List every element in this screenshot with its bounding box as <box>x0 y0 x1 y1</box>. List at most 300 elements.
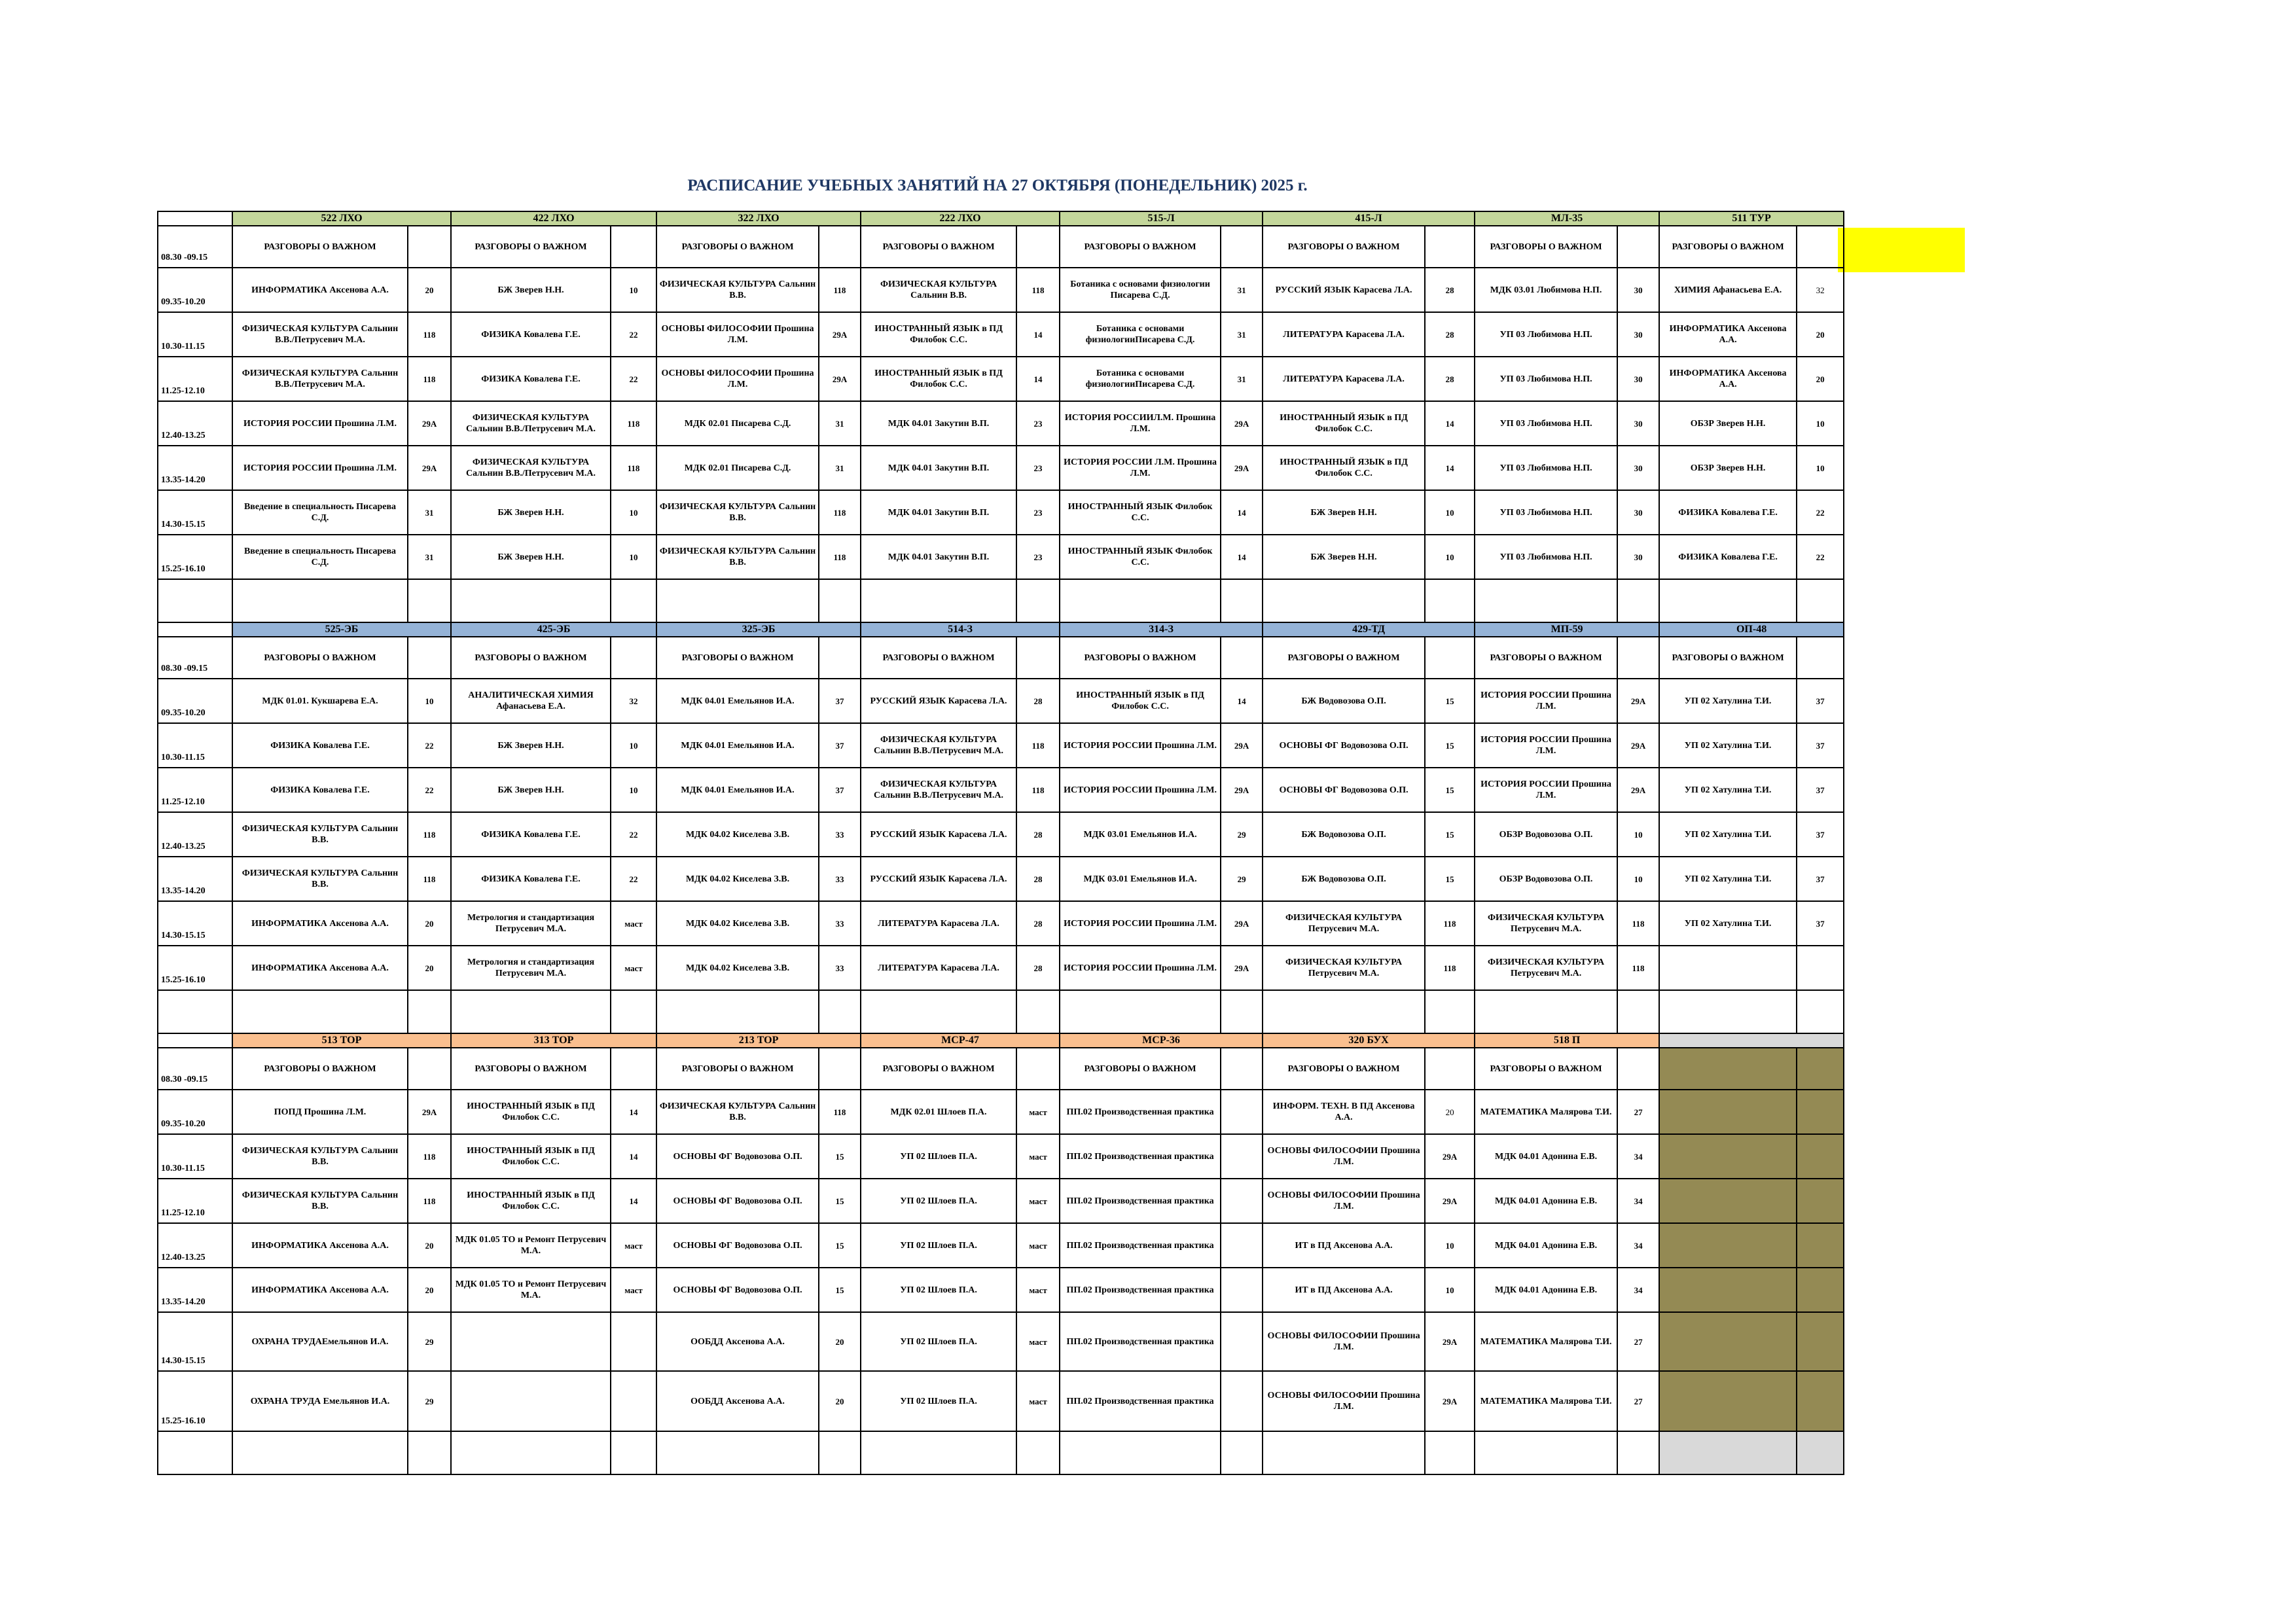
subject-cell: ИСТОРИЯ РОССИИ Прошина Л.М. <box>1060 723 1221 768</box>
subject-cell <box>1659 1223 1797 1268</box>
subject-cell: ФИЗИКА Ковалева Г.Е. <box>451 857 611 901</box>
subject-cell: ИНОСТРАННЫЙ ЯЗЫК в ПД Филобок С.С. <box>1263 401 1425 446</box>
room-cell: 15 <box>819 1223 861 1268</box>
spacer-cell <box>1221 579 1263 622</box>
group-name: 415-Л <box>1263 211 1475 226</box>
room-cell: 30 <box>1617 357 1659 401</box>
subject-cell: ИТ в ПД Аксенова А.А. <box>1263 1268 1425 1312</box>
room-cell <box>1221 637 1263 679</box>
subject-cell: АНАЛИТИЧЕСКАЯ ХИМИЯ Афанасьева Е.А. <box>451 679 611 723</box>
room-cell: 10 <box>611 768 656 812</box>
room-cell: 29 <box>408 1371 451 1431</box>
group-name: МЛ-35 <box>1475 211 1659 226</box>
subject-cell: ОБЗР Зверев Н.Н. <box>1659 446 1797 490</box>
subject-cell: РАЗГОВОРЫ О ВАЖНОМ <box>861 226 1016 268</box>
room-cell: 29А <box>819 357 861 401</box>
subject-cell: ИСТОРИЯ РОССИИ Прошина Л.М. <box>232 446 408 490</box>
room-cell: 118 <box>1617 901 1659 946</box>
subject-cell: ИНОСТРАННЫЙ ЯЗЫК Филобок С.С. <box>1060 535 1221 579</box>
room-cell: 32 <box>611 679 656 723</box>
subject-cell: ИНФОРМАТИКА Аксенова А.А. <box>1659 357 1797 401</box>
room-cell: 118 <box>819 1090 861 1134</box>
spacer-cell <box>1425 990 1475 1033</box>
room-cell: 20 <box>1797 312 1844 357</box>
spacer-cell <box>1016 1431 1060 1474</box>
subject-cell: УП 02 Хатулина Т.И. <box>1659 679 1797 723</box>
room-cell: 10 <box>408 679 451 723</box>
room-cell: 20 <box>408 268 451 312</box>
subject-cell: ФИЗИЧЕСКАЯ КУЛЬТУРА Сальнин В.В. <box>232 1179 408 1223</box>
time-slot: 14.30-15.15 <box>158 490 232 535</box>
subject-cell: ИНФОРМАТИКА Аксенова А.А. <box>232 1268 408 1312</box>
spacer-cell <box>1425 1431 1475 1474</box>
room-cell: 29А <box>1425 1312 1475 1371</box>
room-cell: 37 <box>819 723 861 768</box>
group-name: ОП-48 <box>1659 622 1844 637</box>
subject-cell: БЖ Зверев Н.Н. <box>451 535 611 579</box>
subject-cell: ОСНОВЫ ФИЛОСОФИИ Прошина Л.М. <box>656 312 819 357</box>
subject-cell: ИСТОРИЯ РОССИИ Прошина Л.М. <box>1060 901 1221 946</box>
lesson-row <box>158 1134 1844 1179</box>
subject-cell: ПП.02 Производственная практика <box>1060 1312 1221 1371</box>
header-corner <box>158 211 232 226</box>
subject-cell: Метрология и стандартизация Петрусевич М.А. <box>451 901 611 946</box>
room-cell: 20 <box>819 1371 861 1431</box>
group-name: 322 ЛХО <box>656 211 861 226</box>
lesson-row <box>158 1268 1844 1312</box>
subject-cell: ФИЗИЧЕСКАЯ КУЛЬТУРА Сальнин В.В. <box>232 1134 408 1179</box>
room-cell: 27 <box>1617 1090 1659 1134</box>
room-cell: 29А <box>1221 768 1263 812</box>
room-cell: 29А <box>1617 723 1659 768</box>
subject-cell: ИНОСТРАННЫЙ ЯЗЫК в ПД Филобок С.С. <box>1263 446 1425 490</box>
room-cell: 118 <box>611 446 656 490</box>
room-cell: маст <box>611 946 656 990</box>
spacer-cell <box>1263 579 1425 622</box>
subject-cell: ФИЗИКА Ковалева Г.Е. <box>232 723 408 768</box>
room-cell: 37 <box>819 679 861 723</box>
subject-cell: РАЗГОВОРЫ О ВАЖНОМ <box>656 1048 819 1090</box>
room-cell <box>611 1371 656 1431</box>
subject-cell: ИНОСТРАННЫЙ ЯЗЫК в ПД Филобок С.С. <box>451 1134 611 1179</box>
subject-cell: РУССКИЙ ЯЗЫК Карасева Л.А. <box>861 857 1016 901</box>
header-corner <box>158 622 232 637</box>
room-cell: 118 <box>1016 723 1060 768</box>
room-cell: 22 <box>1797 535 1844 579</box>
subject-cell: МДК 04.01 Емельянов И.А. <box>656 723 819 768</box>
group-name: 515-Л <box>1060 211 1263 226</box>
spacer-row <box>158 579 1844 622</box>
subject-cell: ОСНОВЫ ФГ Водовозова О.П. <box>656 1134 819 1179</box>
room-cell: 10 <box>1797 446 1844 490</box>
subject-cell: УП 02 Шлоев П.А. <box>861 1371 1016 1431</box>
subject-cell: МДК 02.01 Писарева С.Д. <box>656 401 819 446</box>
group-header-row <box>158 1033 1844 1048</box>
subject-cell: ПП.02 Производственная практика <box>1060 1090 1221 1134</box>
time-slot: 13.35-14.20 <box>158 857 232 901</box>
room-cell: 118 <box>1016 268 1060 312</box>
subject-cell: ФИЗИКА Ковалева Г.Е. <box>451 357 611 401</box>
subject-cell: РАЗГОВОРЫ О ВАЖНОМ <box>451 226 611 268</box>
subject-cell: МДК 04.01 Адонина Е.В. <box>1475 1268 1617 1312</box>
room-cell: маст <box>1016 1090 1060 1134</box>
room-cell <box>1797 1371 1844 1431</box>
subject-cell: УП 02 Шлоев П.А. <box>861 1179 1016 1223</box>
spacer-cell <box>1659 579 1797 622</box>
room-cell: 20 <box>408 946 451 990</box>
room-cell: 29А <box>819 312 861 357</box>
subject-cell: ИНОСТРАННЫЙ ЯЗЫК в ПД Филобок С.С. <box>861 312 1016 357</box>
spacer-cell <box>1617 1431 1659 1474</box>
room-cell: 118 <box>611 401 656 446</box>
subject-cell: УП 02 Хатулина Т.И. <box>1659 812 1797 857</box>
subject-cell: ОСНОВЫ ФГ Водовозова О.П. <box>656 1179 819 1223</box>
subject-cell: ООБДД Аксенова А.А. <box>656 1371 819 1431</box>
subject-cell: РАЗГОВОРЫ О ВАЖНОМ <box>1659 226 1797 268</box>
room-cell: 118 <box>819 268 861 312</box>
header-corner <box>158 1033 232 1048</box>
time-slot: 15.25-16.10 <box>158 535 232 579</box>
room-cell: 118 <box>408 357 451 401</box>
subject-cell: ФИЗИЧЕСКАЯ КУЛЬТУРА Сальнин В.В. <box>861 268 1016 312</box>
subject-cell: МАТЕМАТИКА Малярова Т.И. <box>1475 1090 1617 1134</box>
room-cell <box>1797 1268 1844 1312</box>
subject-cell: РУССКИЙ ЯЗЫК Карасева Л.А. <box>861 812 1016 857</box>
subject-cell: МДК 04.01 Адонина Е.В. <box>1475 1223 1617 1268</box>
subject-cell: УП 03 Любимова Н.П. <box>1475 446 1617 490</box>
subject-cell: ИНОСТРАННЫЙ ЯЗЫК Филобок С.С. <box>1060 490 1221 535</box>
subject-cell: ОСНОВЫ ФГ Водовозова О.П. <box>656 1223 819 1268</box>
spacer-cell <box>1263 990 1425 1033</box>
spacer-cell <box>451 579 611 622</box>
room-cell: 28 <box>1016 901 1060 946</box>
spacer-cell <box>861 579 1016 622</box>
room-cell: маст <box>611 1223 656 1268</box>
subject-cell: УП 02 Шлоев П.А. <box>861 1268 1016 1312</box>
subject-cell: Метрология и стандартизация Петрусевич М.А. <box>451 946 611 990</box>
room-cell: 28 <box>1425 268 1475 312</box>
group-name: 325-ЭБ <box>656 622 861 637</box>
time-slot: 08.30 -09.15 <box>158 1048 232 1090</box>
room-cell: 14 <box>1425 446 1475 490</box>
room-cell <box>819 637 861 679</box>
group-name: 425-ЭБ <box>451 622 656 637</box>
subject-cell: БЖ Зверев Н.Н. <box>451 768 611 812</box>
subject-cell: УП 03 Любимова Н.П. <box>1475 357 1617 401</box>
room-cell <box>819 1048 861 1090</box>
room-cell: маст <box>1016 1312 1060 1371</box>
room-cell <box>1617 226 1659 268</box>
spacer-cell <box>1221 990 1263 1033</box>
subject-cell: РУССКИЙ ЯЗЫК Карасева Л.А. <box>861 679 1016 723</box>
subject-cell: ОХРАНА ТРУДА Емельянов И.А. <box>232 1371 408 1431</box>
subject-cell: ЛИТЕРАТУРА Карасева Л.А. <box>861 901 1016 946</box>
room-cell: 22 <box>611 312 656 357</box>
room-cell <box>611 226 656 268</box>
room-cell <box>1617 637 1659 679</box>
lesson-row <box>158 1312 1844 1371</box>
schedule-table <box>157 211 1844 1475</box>
room-cell: маст <box>1016 1268 1060 1312</box>
subject-cell: Ботаника с основами физиологииПисарева С.Д. <box>1060 357 1221 401</box>
room-cell: 14 <box>611 1134 656 1179</box>
subject-cell: ФИЗИКА Ковалева Г.Е. <box>451 812 611 857</box>
room-cell: маст <box>611 901 656 946</box>
subject-cell: МДК 04.01 Емельянов И.А. <box>656 679 819 723</box>
lesson-row <box>158 812 1844 857</box>
subject-cell: УП 02 Хатулина Т.И. <box>1659 857 1797 901</box>
room-cell: 29А <box>1425 1134 1475 1179</box>
subject-cell: ЛИТЕРАТУРА Карасева Л.А. <box>861 946 1016 990</box>
spacer-cell <box>656 990 819 1033</box>
subject-cell: ПП.02 Производственная практика <box>1060 1268 1221 1312</box>
room-cell: 23 <box>1016 535 1060 579</box>
room-cell: 14 <box>1016 357 1060 401</box>
subject-cell: Ботаника с основами физиологииПисарева С.Д. <box>1060 312 1221 357</box>
subject-cell: ФИЗИЧЕСКАЯ КУЛЬТУРА Сальнин В.В./Петрусевич М.А. <box>232 357 408 401</box>
room-cell <box>1617 1048 1659 1090</box>
room-cell: 14 <box>611 1090 656 1134</box>
group-name: МП-59 <box>1475 622 1659 637</box>
time-slot: 11.25-12.10 <box>158 357 232 401</box>
subject-cell: УП 02 Хатулина Т.И. <box>1659 723 1797 768</box>
group-name: МСР-47 <box>861 1033 1060 1048</box>
subject-cell: ИНОСТРАННЫЙ ЯЗЫК в ПД Филобок С.С. <box>451 1179 611 1223</box>
subject-cell: УП 03 Любимова Н.П. <box>1475 535 1617 579</box>
subject-cell: ИСТОРИЯ РОССИИ Прошина Л.М. <box>1475 679 1617 723</box>
group-name: 213 ТОР <box>656 1033 861 1048</box>
room-cell: 31 <box>1221 312 1263 357</box>
subject-cell: ПП.02 Производственная практика <box>1060 1371 1221 1431</box>
spacer-cell <box>1659 1431 1797 1474</box>
subject-cell: ЛИТЕРАТУРА Карасева Л.А. <box>1263 312 1425 357</box>
group-header-row <box>158 211 1844 226</box>
lesson-row <box>158 401 1844 446</box>
subject-cell: МДК 04.01 Закутин В.П. <box>861 535 1016 579</box>
room-cell: 28 <box>1016 857 1060 901</box>
subject-cell: ИТ в ПД Аксенова А.А. <box>1263 1223 1425 1268</box>
room-cell: 118 <box>408 857 451 901</box>
room-cell: 118 <box>408 1134 451 1179</box>
subject-cell: РАЗГОВОРЫ О ВАЖНОМ <box>1263 1048 1425 1090</box>
subject-cell: МДК 04.01 Закутин В.П. <box>861 446 1016 490</box>
time-slot: 10.30-11.15 <box>158 723 232 768</box>
time-slot: 10.30-11.15 <box>158 312 232 357</box>
time-slot: 12.40-13.25 <box>158 1223 232 1268</box>
spacer-cell <box>232 990 408 1033</box>
room-cell: 118 <box>1425 901 1475 946</box>
room-cell <box>408 226 451 268</box>
subject-cell: РАЗГОВОРЫ О ВАЖНОМ <box>451 1048 611 1090</box>
room-cell: 29А <box>1221 446 1263 490</box>
lesson-row <box>158 901 1844 946</box>
subject-cell: ОСНОВЫ ФИЛОСОФИИ Прошина Л.М. <box>1263 1312 1425 1371</box>
room-cell: 37 <box>819 768 861 812</box>
subject-cell <box>451 1312 611 1371</box>
time-slot: 14.30-15.15 <box>158 1312 232 1371</box>
subject-cell: МДК 04.02 Киселева З.В. <box>656 901 819 946</box>
subject-cell: ФИЗИЧЕСКАЯ КУЛЬТУРА Сальнин В.В. <box>232 857 408 901</box>
subject-cell <box>1659 1268 1797 1312</box>
lesson-row <box>158 1371 1844 1431</box>
spacer-row <box>158 1431 1844 1474</box>
subject-cell <box>1659 1179 1797 1223</box>
spacer-cell <box>656 579 819 622</box>
room-cell: 15 <box>1425 857 1475 901</box>
room-cell <box>611 1048 656 1090</box>
room-cell: 34 <box>1617 1179 1659 1223</box>
subject-cell: МДК 03.01 Любимова Н.П. <box>1475 268 1617 312</box>
room-cell: 29А <box>1617 768 1659 812</box>
room-cell <box>1016 226 1060 268</box>
subject-cell: ОСНОВЫ ФГ Водовозова О.П. <box>1263 768 1425 812</box>
group-name: 514-З <box>861 622 1060 637</box>
time-slot: 15.25-16.10 <box>158 1371 232 1431</box>
room-cell: 10 <box>1425 1268 1475 1312</box>
lesson-row <box>158 1048 1844 1090</box>
room-cell: 15 <box>1425 812 1475 857</box>
room-cell: 29А <box>1617 679 1659 723</box>
subject-cell: МДК 01.01. Кукшарева Е.А. <box>232 679 408 723</box>
spacer-cell <box>611 1431 656 1474</box>
subject-cell: РАЗГОВОРЫ О ВАЖНОМ <box>1263 226 1425 268</box>
room-cell <box>611 1312 656 1371</box>
subject-cell: РАЗГОВОРЫ О ВАЖНОМ <box>1060 226 1221 268</box>
subject-cell: ФИЗИЧЕСКАЯ КУЛЬТУРА Сальнин В.В./Петрусевич М.А. <box>232 312 408 357</box>
room-cell: 20 <box>819 1312 861 1371</box>
room-cell: 32 <box>1797 268 1844 312</box>
room-cell: 29А <box>1425 1179 1475 1223</box>
subject-cell: МДК 04.02 Киселева З.В. <box>656 812 819 857</box>
subject-cell: ИСТОРИЯ РОССИИ Прошина Л.М. <box>1475 768 1617 812</box>
room-cell: 37 <box>1797 768 1844 812</box>
lesson-row <box>158 312 1844 357</box>
room-cell: 29 <box>1221 812 1263 857</box>
lesson-row <box>158 268 1844 312</box>
time-slot: 09.35-10.20 <box>158 679 232 723</box>
subject-cell: МДК 01.05 ТО и Ремонт Петрусевич М.А. <box>451 1223 611 1268</box>
room-cell <box>1221 1223 1263 1268</box>
room-cell: 28 <box>1016 812 1060 857</box>
room-cell: 28 <box>1016 946 1060 990</box>
subject-cell: МДК 04.02 Киселева З.В. <box>656 857 819 901</box>
room-cell: 31 <box>1221 268 1263 312</box>
room-cell: 29 <box>408 1312 451 1371</box>
room-cell: 14 <box>1221 679 1263 723</box>
room-cell: 31 <box>1221 357 1263 401</box>
room-cell: маст <box>1016 1179 1060 1223</box>
subject-cell: ОСНОВЫ ФИЛОСОФИИ Прошина Л.М. <box>1263 1134 1425 1179</box>
subject-cell: ИНОСТРАННЫЙ ЯЗЫК в ПД Филобок С.С. <box>1060 679 1221 723</box>
spacer-cell <box>1425 579 1475 622</box>
room-cell <box>1221 1048 1263 1090</box>
subject-cell: ИСТОРИЯ РОССИИ Л.М. Прошина Л.М. <box>1060 446 1221 490</box>
subject-cell: РАЗГОВОРЫ О ВАЖНОМ <box>1060 637 1221 679</box>
room-cell: 22 <box>408 768 451 812</box>
subject-cell: ОБЗР Водовозова О.П. <box>1475 812 1617 857</box>
room-cell: 10 <box>611 535 656 579</box>
room-cell: 15 <box>819 1179 861 1223</box>
spacer-cell <box>1475 579 1617 622</box>
room-cell: 23 <box>1016 401 1060 446</box>
lesson-row <box>158 1179 1844 1223</box>
room-cell: 29А <box>1221 946 1263 990</box>
subject-cell: МДК 04.01 Закутин В.П. <box>861 490 1016 535</box>
time-slot: 11.25-12.10 <box>158 768 232 812</box>
room-cell: 10 <box>1617 857 1659 901</box>
room-cell: 15 <box>1425 723 1475 768</box>
subject-cell: ОСНОВЫ ФГ Водовозова О.П. <box>656 1268 819 1312</box>
room-cell: 118 <box>1617 946 1659 990</box>
subject-cell: МДК 04.01 Адонина Е.В. <box>1475 1179 1617 1223</box>
subject-cell: БЖ Зверев Н.Н. <box>451 723 611 768</box>
subject-cell <box>451 1371 611 1431</box>
subject-cell: БЖ Водовозова О.П. <box>1263 857 1425 901</box>
group-name: 314-З <box>1060 622 1263 637</box>
subject-cell: РАЗГОВОРЫ О ВАЖНОМ <box>232 637 408 679</box>
room-cell <box>1797 1134 1844 1179</box>
subject-cell: РАЗГОВОРЫ О ВАЖНОМ <box>656 226 819 268</box>
subject-cell: БЖ Зверев Н.Н. <box>451 490 611 535</box>
room-cell: 30 <box>1617 401 1659 446</box>
room-cell: 20 <box>408 901 451 946</box>
subject-cell: ПП.02 Производственная практика <box>1060 1179 1221 1223</box>
spacer-cell <box>1617 579 1659 622</box>
group-name: 422 ЛХО <box>451 211 656 226</box>
subject-cell: ОСНОВЫ ФИЛОСОФИИ Прошина Л.М. <box>1263 1371 1425 1431</box>
subject-cell: ИНФОРМ. ТЕХН. В ПД Аксенова А.А. <box>1263 1090 1425 1134</box>
subject-cell: ФИЗИКА Ковалева Г.Е. <box>1659 535 1797 579</box>
subject-cell: МДК 03.01 Емельянов И.А. <box>1060 812 1221 857</box>
room-cell: 23 <box>1016 490 1060 535</box>
subject-cell: МДК 02.01 Шлоев П.А. <box>861 1090 1016 1134</box>
room-cell <box>1797 1090 1844 1134</box>
subject-cell: Введение в специальность Писарева С.Д. <box>232 490 408 535</box>
subject-cell: ФИЗИЧЕСКАЯ КУЛЬТУРА Сальнин В.В. <box>656 535 819 579</box>
subject-cell: ИНФОРМАТИКА Аксенова А.А. <box>232 901 408 946</box>
lesson-row <box>158 637 1844 679</box>
room-cell: 15 <box>1425 679 1475 723</box>
room-cell <box>1425 226 1475 268</box>
time-slot: 09.35-10.20 <box>158 1090 232 1134</box>
subject-cell: РАЗГОВОРЫ О ВАЖНОМ <box>1659 637 1797 679</box>
spacer-cell <box>1475 990 1617 1033</box>
subject-cell: ФИЗИЧЕСКАЯ КУЛЬТУРА Сальнин В.В. <box>656 490 819 535</box>
subject-cell: МДК 04.01 Адонина Е.В. <box>1475 1134 1617 1179</box>
subject-cell <box>1659 1090 1797 1134</box>
room-cell <box>1797 637 1844 679</box>
time-slot: 12.40-13.25 <box>158 401 232 446</box>
spacer-cell <box>861 990 1016 1033</box>
spacer-cell <box>158 1431 232 1474</box>
subject-cell: ЛИТЕРАТУРА Карасева Л.А. <box>1263 357 1425 401</box>
room-cell: 22 <box>611 357 656 401</box>
subject-cell: УП 02 Шлоев П.А. <box>861 1134 1016 1179</box>
subject-cell: РАЗГОВОРЫ О ВАЖНОМ <box>1263 637 1425 679</box>
room-cell <box>1797 1179 1844 1223</box>
spacer-cell <box>656 1431 819 1474</box>
room-cell: маст <box>611 1268 656 1312</box>
room-cell: 30 <box>1617 268 1659 312</box>
spacer-cell <box>611 990 656 1033</box>
spacer-cell <box>1016 990 1060 1033</box>
spacer-cell <box>1797 990 1844 1033</box>
time-slot: 10.30-11.15 <box>158 1134 232 1179</box>
room-cell: 23 <box>1016 446 1060 490</box>
subject-cell: ООБДД Аксенова А.А. <box>656 1312 819 1371</box>
room-cell <box>1797 1223 1844 1268</box>
spacer-cell <box>1797 579 1844 622</box>
